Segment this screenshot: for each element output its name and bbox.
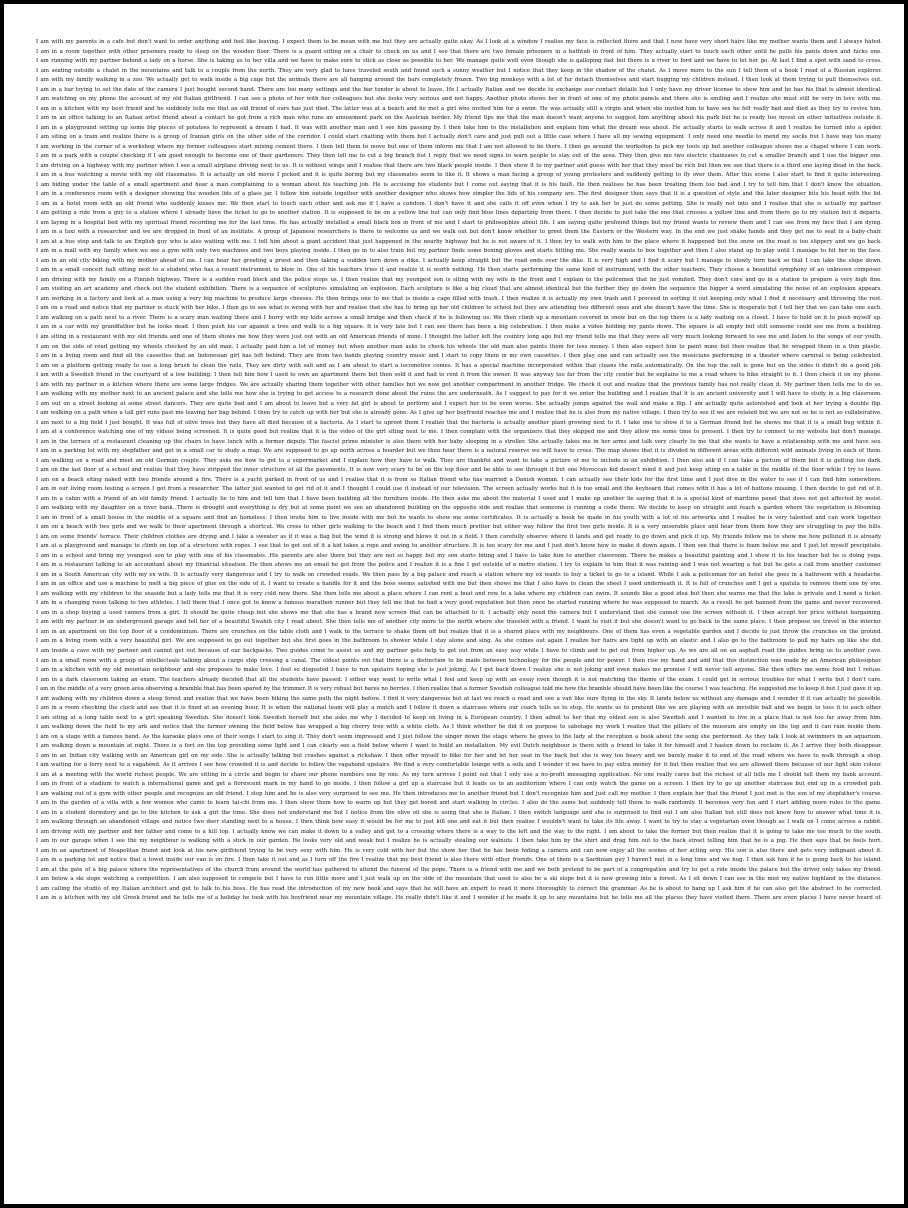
text-line: I am in a hotel room with an old friend who suddenly kisses me. We then start to touch each other and ask me if I have a condom. I don't have it and she calls it off even when I try to ask her to just do some petting. She is really not into and I realise that she is actually my partner. (36, 200, 882, 207)
text-line: I am with my parents in a cafe but don't want to order anything and feel like leaving. I expect them to be mean with me but they are actually quite okay. As I look at a window I realise my face is reflected there and that I now have very short hairs like my mother wants them and I always hated. (36, 39, 882, 45)
text-line: I am in a kitchen with my old mountain neighbour and she proposes to make love. I feel so disgusted I have to run upstairs hoping she is just joking. As I get back down I realize she is not joking and even makes me promise I will never tell anyone. She then offers me some food but I refuse. (36, 667, 882, 674)
text-line: I am in an old city biking with my mother ahead of me. I can hear her greeting a priest and then taking a sudden turn down a dike. I actually keep straight but the road ends over the dike. It is very high and I find it scary but I manage to slowly turn back so that I can take the slope down. (36, 257, 882, 264)
text-line: I am in the garden of a villa with a few women who came to learn tai-chi from me. I then show them how to warm up but they get bored and start walking in circles. I also do the same but suddenly tell them to walk randomly. It becomes very fun and I start adding more rules to the game. (36, 800, 882, 807)
text-line: I am on a stage with a famous band. As the karaoke plays one of their songs I start to sing it. They don't seem impressed and I just follow the singer down the stage where he gives to the lady at the reception a book about the song she performed. As they talk I look at swimmers in an aquarium. (36, 733, 882, 740)
text-line: I am siting on a train and realize there is a group of Iranian girls on the other side of the corridor. I could start chatting with them but I actually don't care and just pull out a little case where I have all my sewing equipment. I only need one needle to mend my socks but I have way too many. (36, 134, 882, 141)
text-line: I am below a ski slope watching a competition. I am also supposed to compete but I have to run little more and I just walk up on the side of the mountain that used to also be a ski slope but it is now growing into a forest. As I sit down I can see in the mist my native highland in the distance. (36, 876, 882, 883)
text-line: I am walking with my mother next to an ancient palace and she tells me how she is trying to get access to a research done about the ruins the are underneath. As I suggest to pay for it we enter the building and I realize that it is an ancient university and I will have to study in a big classroom. (36, 391, 882, 398)
text-line: I am on the side of road getting my wheels checked by an old man. I actually paid him a lot of money but when another man asks to check his wheels the old man also paints them for less money. I then also expect him to paint mine but then realize that he wrapped them in a thin plastic. (36, 343, 882, 350)
text-line: I am in a restaurant talking to an accountant about my financial situation. He then shows me an email he got from the police and I realize it is a fine I got outside of a metro station. I try to explain to him that it was raining and I was not wearing a hat but he gets a call from another customer. (36, 562, 882, 569)
text-line: I am siting at a long table next to a girl speaking Swedish. She doesn't look Swedish herself but she asks me why I decided to keep on living in a European country. I then admit to her that my oldest son is also Swedish and I wanted to live in a place that is not too far away from him. (36, 714, 882, 721)
text-line: I am in a living room and find all the cassettes that an Indonesian girl has left behind. They are from two bands playing country music and I start to copy them in my own cassettes. I then play one and can actually see the musicians performing in a theater where carnival is being celebrated. (36, 353, 882, 360)
text-line: I am walking down a mountain at night. There is a fort on the top providing some light and I can clearly see a field below where I want to build an installation. My evil Dutch neighbour is there with a friend to take it for himself and I hasten down to reclaim it. As I arrive they both disappear. (36, 743, 882, 750)
text-line: I am in a living room with a very beautiful girl. We are supposed to go out together but she first goes in the bathroom to shower while I stay alone and sing. As she comes out again I realize her hairs are tight up with an elastic and I also go to the bathroom to pull my hairs up like she did. (36, 638, 882, 645)
text-line: I am in our living room testing a screen I got from a researcher. The latter just wanted to get rid of it and I thought I could use it instead of our television. The screen actually works but it is too small and the keyboard that comes with it has a lot of buttons missing. I then decide to get rid of it. (36, 486, 882, 493)
text-line: I am in a parking lot and notice that a towel inside our van is on fire. I then take it out and as I turn off the fire I realize that my best friend is also there with other friends. One of them is a Sardinian guy I haven't met in a long time and we hug. I then ask him if he is going back to his island. (36, 857, 882, 864)
text-line: I am on the last floor of a school and realize that they have stripped the inner structure of all the pavements. It is now very scary to be on the top floor and be able to see through it but one Moroccan kid doesn't mind it and just keep siting on a table in the middle of the floor while I try to leave. (36, 467, 882, 474)
text-line: I am in the terrace of a restaurant cleaning up the chairs to have lunch with a former deputy. The fascist prime minister is also there with her baby sleeping in a stroller. She actually takes me in her arms and talk very clearly to me that she wants to have a relationship with me and have sex. (36, 438, 882, 445)
text-line: I am running with my partner behind a lady on a horse. She is taking us to her villa and we have to make sure to stick as close as possible to her. We manage quite well even though she is galloping fast but there is a river to ford and we have to let her go. At last I find a spot with sand to cross. (36, 58, 882, 65)
text-line: I am walking with my children to the seaside but a lady tells me that it is very cold now there. She then tells me about a place where I can rent a boat and row to a lake where my children can swim. It sounds like a good idea but then she warns me that the lake is private and I need a ticket. (36, 590, 882, 597)
text-line: I am visiting an art academy and check out the student exhibition. There is a sequence of sculptures simulating an explosion. Each sculpture is like a big cloud that are almost identical but the further they go down the sequence the bigger a word simulating the noise of an explosion appears. (36, 286, 882, 293)
text-line: I am working in the corner of a workshop where my former colleagues start mixing cement there. I then tell them to move but one of them inform me that I am not allowed to be there. I then go around the workshop to pick my tools up but another colleague shows me a chapel where I can work. (36, 143, 882, 150)
text-line: I am waiting for a ferry next to a vagabond. As it arrives I see how crowded it is and decide to follow the vagabond upstairs. We find a very comfortable lounge with a sofa and I wonder if we have to pay extra money for it but then realize that we are allowed there because of our light skin colour. (36, 762, 882, 769)
text-line: I am at the gate of a big palace where the representatives of the church from around the world has gathered to attend the funeral of the pope. There is a friend with me and we both pretend to be part of a congregation and try to get a ride inside the palace but the driver only takes my friend. (36, 866, 882, 873)
text-line: I am on a beach with two girls and we walk to their apartment through a shortcut. We cross to other girls walking to the beach and I find them much prettier but either way follow the first two girls inside. It is a very miserable place and hear from them how they are struggling to pay the bills. (36, 524, 882, 531)
text-line: I am working in a factory and look at a man using a very big machine to produce large cheeses. He then brings one to me that is inside a cage filled with trash. I then realize it is actually my own trash and I proceed in sorting it out keeping only what I find it necessary and throwing the rest. (36, 295, 882, 302)
document-page (4, 4, 904, 1204)
text-line: I am in a cabin with a friend of an old family friend. I actually lie to him and tell him that I have been building all the furniture inside. He then asks me about the material I used and I make up another lie saying that it is a special kind of maritime panel that does not get affected by moist. (36, 495, 882, 502)
text-line: I am with my partner in an underground garage and tell her of a beautiful Swahili city I read about. She then tells me of another city more to the north where she traveled with a friend. I want to visit it but she doesn't want to go back to the same place. I then propose we travel in the interior. (36, 619, 882, 626)
text-line: I am in a parking lot with my stepfather and get in a small car to study a map. We are supposed to go up north across a boarder but we then hear there is a natural reserve we will have to cross. The map shows that it is divided in different areas with different wild animals living in each of them. (36, 448, 882, 455)
text-line: I am in a shop buying a used camera from a girl. It should be quite cheap but she shows me that she has a brand new screen that can be attached to it. I actually only need the camera but I understand that she cannot use the screen without it. I then accept her price without bargaining. (36, 609, 882, 616)
text-line: I am driving on a highway with my partner when I see a small airplane driving next to us. It is without wings and I realise that there are two black people inside. I then show it to my partner and guess with her that they must be rich but then we see that there is a third one laying dead in the back. (36, 162, 882, 169)
text-line: I am inside a cave with my partner and cannot get out because of our backpacks. Two guides come to assist us and my partner gets help to get out from an easy way while I have to climb and to get out from higher up. As we are all on an asphalt road the guides bring us to another cave. (36, 648, 882, 654)
text-line: I am in the middle of a very green area observing a bramble that has been spared by the trimmer. It is very robust but bares no berries. I then realize that a former Swedish colleague told me how the bramble should have been like the course I was teaching. He suggested me to keep it but I just gave it up. (36, 686, 882, 693)
text-line: I am in an apartment of Neapolitan friend and look at his new girlfriend trying to be very sexy with him. He is very cold with her but the show her that he has been hiding a camera and can now enjoy all the scenes of her acting sexy. His son is also there and gets very indignant about it. (36, 847, 882, 854)
text-line: I am with my partner in a kitchen where there are some large fridges. We are actually sharing them together with other families but we now got another compartment in another fridge. We check it out and realize that the previous family has not really clean it. My partner then tells me to do so. (36, 381, 882, 388)
text-line: I am on a road and notice that my partner is stuck with her bike. I then go to see what is wrong with her and realise that she has to bring up her old children to school but they are attending two different ones and she doesn't have the time. She is desperate but I tell her that we can take one each. (36, 305, 882, 312)
text-line: I am in a student dormitory and go to the kitchen to ask a girl the time. She does not understand me but I notice from the olive oil she is using that she is Italian. I then switch language and she is surprised to find out I am also Italian but still does not know how to answer what time it is. (36, 809, 882, 816)
text-line: I am in a room together with other prisoners ready to sleep on the wooden floor. There is a guard sitting on a chair to check on us and I see that there are two female prisoners in a bathtub in front of him. They actually start to touch each other until he pulls his pants down and fucks one. (36, 48, 882, 55)
text-line: I am in a car with my grandfather but he looks dead. I then push his car against a tree and walk to a big square. It is very late but I can see there has been a big celebration. I then make a video holding my pants down. The square is all empty but still someone could see me from a building. (36, 324, 882, 331)
text-line: I am in a kitchen with my best friend and he suddenly tells me that an old friend of ours has just died. The latter was at a beach and he met a girl who invited him for a swim. He was actually still a virgin and when she invited him to have sex he felt really bad and died as they try to revive him. (36, 105, 882, 112)
text-line: I am in a dark classroom taking an exam. The teachers already decided that all the students have passed. I either way want to write what I feel and keep up with an essay even though it is not matching the theme of the exam. I could get in serious troubles for what I write but I don't care. (36, 676, 882, 683)
text-line: I am in a playground setting up some big pieces of potatoes to represent a dream I had. It was with another man and I see him passing by. I then take him to the installation and explain him what the dream was about. He actually starts to walk across it and I realize he turned into a spider. (36, 124, 882, 131)
text-line: I am with my family walking in a zoo. We actually get to walk inside a big cage but the animals there are all hanging around the bars completely frozen. Two big monkeys with a lot of fur detach themselves and start hugging my children instead. I then look at them trying to pull themselves out. (36, 77, 882, 84)
text-line: I am next to a big field I just bought. It was full of olive trees but they have all died because of a bacteria. As I start to uproot them I realize that the bacteria is actually another plant growing next to it. I take one to show it to a German friend but he shows me that it is a small bug within it. (36, 419, 882, 426)
text-line: I am in a room checking the clock and see that it is fixed at an evening hour. It is when the national team will play a match and I follow it down a staircase where our coach tells us to stop. He wants us to pretend like we are playing with an invisible ball and we begin to toss it to each other. (36, 705, 882, 712)
text-line: I am with a Swedish friend in the courtyard of a low building. I then tell him how I used to own an apartment there but then sold it and had to rent it from the owner. It was anyway too far from the city center but he explains to me a road where to bike straight to it. I then check it on my phone. (36, 372, 882, 379)
text-line: I am in a bar trying to set the date of the camera I just bought second hand. There are too many settings and the bar tender is about to leave. He I actually Italian and we decide to exchange our contact details but I only have my driver license to show him and he has his that is almost identical. (36, 86, 882, 93)
text-line: I am siting in a restaurant with my old friends and one of them shows me how they were just out with an old American friends of mine. I thought the latter left the country long ago but my friend tells me that they were all very much looking forward to see me and listen to the songs of our youth. (36, 333, 882, 340)
text-line: I am in a South American city with my ex wife. It is actually very dangerous and I try to walk on crowded roads. We then pass by a big palace and reach a station where my ex wants to buy a ticket to go to a island. While I ask a policeman for an hotel she goes in a bathroom with a headache. (36, 571, 882, 578)
text-line: I am in our garage when I see the my neighbour is walking with a stick in our garden. He looks very old and weak but I realize he is actually stealing our walnuts. I then take him by the shirt and drag him out to the back street telling him that he is a pig. He then says that he feels hurt. (36, 838, 882, 845)
text-line: I am walking on a path next to a river. There is a scary man waiting there and I hurry with my kids across a small bridge and then check if he is following us. We then climb up a mountain covered in snow but on the top there is a lady waiting on a closet. I have to hold on it to push myself up. (36, 314, 882, 321)
text-line: I am in a mall with my family when we see a gym with only two machines and two boys playing inside. I then go in to also train but my partner finds some boxing gloves and starts hitting me. She really wants to box together and then I also stand up to play until I manage to hit her in the face. (36, 248, 882, 255)
text-line: I am in an office talking to an Italian artist friend about a contact he got from a rich man who runs an amusement park on the Austrian border. My friend tips me that the man doesn't want anyone to suggest him anything about his park but he is ready too invest on other initiatives outside it. (36, 115, 882, 122)
dream-log-text (36, 38, 882, 904)
text-line: I am in an office and use a machine to melt a big piece of glue on the side of it. I want to create a handle for it and the boss seems satisfied with me but then shows me that I also have to clean the sheet I used underneath it. It is full of crunches and I get a spatula to remove them one by one. (36, 581, 882, 588)
text-line: I am at a playground and manage to climb on top of a structure with ropes. I see that to get out of it a kid takes a rope and swing to another structure. It is too scary for me and I just don't know how to make it down again. I then see that there is foam below me and I just let myself precipitate. (36, 543, 882, 550)
text-line: I am on a beach siting naked with two friends around a fire. There is a yacht parked in front of us and I realise that it is from so Italian friend who has married a Danish woman. I can actually see their kids for the first time and I just dive in the water to see if I can find him somewhere. (36, 476, 882, 483)
text-line: I am getting a ride from a guy to a station where I already have the ticket to go to another station. It is supposed to be on a yellow line but can only find blue lines departing from there. I then decide to just take the one that crosses a yellow line and from there go to my station but it departs. (36, 210, 882, 217)
text-line: I am walking through an abandoned village and notice two deer standing next to a house. I then think how easy it would be for me to just kill one and eat it but then realize I wouldn't want to take its life away. I want to try to stay a vegetarian even though as I walk on I come across a rabbit. (36, 819, 882, 826)
text-line: I am in a small room with a group of intellectuals talking about a cargo ship crossing a canal. The oldest points out that there is a distinction to be made between technology for the people and for power. I then rise my hand and add that this distinction was made by an American philosopher. (36, 657, 882, 664)
text-line: I am laying in a hospital bed with my spiritual friend recording me for the last time. He has actually installed a small black box in front of me and I start to philosophize about life. I am saying quite profound things but my friend wants to review them and I can see from my face that I am dying. (36, 219, 882, 226)
text-line: I am watching on my phone the account of my old Italian girlfriend. I can see a photo of her with her colleagues but she looks very serious and not happy. Another photo shows her in front of one of my photo panels and there she is smiling and I realize she must still be very in love with me. (36, 96, 882, 103)
text-line: I am driving with my partner and her father and come to a hill top. I actually know we can make it down to a valley and get to a crossing where there is a way to the left and the way to the right. I am about to take the former but then realize that it is going to take me too much to the south. (36, 828, 882, 835)
text-line: I am on a platform getting ready to use a long brush to clean the rails. They are dirty with salt and as I am about to start a locomotive comes. It has a special machine incorporated within that cleans the rails automatically. On the top the salt is gone but on the sides it didn't do a good job. (36, 362, 882, 369)
text-line: I am at a conference watching one of my videos being screened. It is quite good but realize that it is the video of the girl siting next to me. I then complain with the organizers that they skipped me and they allow me some time to present. I then try to connect to my website but don't manage. (36, 429, 882, 436)
text-line: I am in front of a stadium to watch a international game and get a florescent mark in my hand to go inside. I then follow a girl up a staircase but it leads us to an auditorium where I can only watch the game on a screen. I then try to go up another staircase but end up in a crowded pub. (36, 781, 882, 788)
text-line: I am at a meeting with the world richest people. We are sitting in a circle and begin to share our phone numbers one by one. As my turn arrives I point out that I only use a no-profit messaging application. No one really cares but the richest of all tells me I should tell them my bank account. (36, 771, 882, 778)
text-line: I am in an Indian city walking with an American girl on my side. She is actually talking but crashes against a rickshaw. I then offer myself to bike for her and let her seat in the back but she is way too heavy and we barely make it to end of the road where we have to walk through a shop. (36, 752, 882, 759)
text-line: I am walking out of a gym with other people and recognize an old friend. I stop him and he is also very surprised to see me. He then introduces me to another friend but I don't recognize him and just call my mother. I then explain her that the friend I just met is the son of my stepfather's course. (36, 790, 882, 797)
text-line: I am walking with my daughter on a river bank. There is drought and everything is dry but at some point we see an abandoned building on the opposite side and realize that someone is running a code there. We decide to keep on straight and reach a garden where the vegetation is blooming. (36, 505, 882, 512)
text-line: I am in a park with a couple checking if I am good enough to become one of their gardeners. They then tell me to cut a big branch but I reply that we need signs to warn people to stay out of the area. They then give me two electric chainsaws to cut a smaller branch and I use the bigger one. (36, 153, 882, 160)
text-line: I am seating outside a chalet in the mountains and talk to a couple from the north. They are very glad to have traveled south and found such a sunny weather but I notice that they keep in the shadow of the chalet. As I move more to the sun I tell them of a book I read of a Russian explorer. (36, 67, 882, 74)
text-line: I am on some friends' terrace. Their children clothes are drying and I take a sweater as if it was a flag but the wind it is strong and blows it out in a field. I then carefully observe where it lands and get ready to go down and pick it up. My friends follow me to show me how polluted it is already. (36, 533, 882, 540)
text-line: I am in a changing room talking to two athletes. I tell them that I once got to know a famous marathon runner but they tell me that he had a very good reputation but then once he started running where he was supposed to march. As a result he got banned from the game and never recovered. (36, 600, 882, 607)
text-line: I am in a bus watching a movie with my old classmates. It is actually an old movie I picked and it is quite boring but my classmates seem to like it. It shows a man facing a group of young protesters and suddenly getting to fly over them. After this scene I also start to find it quite interesting. (36, 172, 882, 179)
text-line: I am in front of a small house in the middle of a square and find an homeless. I then invite him to live inside with me but he wants to show me some certificates. It is actually a book he made in his youth with a lot of his artworks and I realise he is very talented and can work together. (36, 514, 882, 521)
text-line: I am in a conference room with a designer showing the wooden lids of a glass jar. I follow him outside together with another designer who shows how simpler the lids of his company are. The first designer then says that it is a question of style and the later designer hits his head with the lid. (36, 191, 882, 198)
text-line: I am driving with my family on a Finnish highway. There is a sudden road block and the police stops us. I then realize that my youngest son is siting with my wife in the front and I explain to the policemen that he just vomited. They don't care and go in a station to prepare a very high fine. (36, 276, 882, 283)
text-line: I am hiding under the table of a small apartment and hear a man complaining to a woman about his teaching job. He is accusing his students but I come out saying that it is his fault. He then realises he has been treating them too bad and I try to tell him that I don't know the situation. (36, 181, 882, 188)
text-line: I am in an apartment on the top floor of a condominium. There are crunches on the table cloth and I walk to the terrace to shake them off but realize that it is a shared place with my neighbours. One of them has even a vegetable garden and I decide to just throw the crunches on the ground. (36, 628, 882, 635)
text-line: I am walking on a road and meet an old German couple. They asks me how to get to a supermarket and I explain how they have to walk. They are thankful and want to take a picture of me to include in an exhibition. I then also ask if I can take a picture of them but it is getting too dark. (36, 457, 882, 464)
text-line: I am in a school and bring my youngest son to play with one of his classmates. His parents are also there but they are not so happy but my son starts biting and I have to take him to another classroom. There he makes a beautiful painting and I show it to his teacher but he is doing yoga. (36, 552, 882, 559)
text-line: I am at a bus stop and talk to an English guy who is also waiting with me. I tell him about a giant accident that just happened in the nearby highway but he is not aware of it. I then try to walk with him to the place where it happened but the snow on the road is too slippery and we go back. (36, 238, 882, 245)
text-line: I am in a small concert hall sitting next to a student who has a round instrument to blow in. One of his teachers tries it and realize it is worth nothing. He then starts performing the same kind of instrument with the other teachers. They choose a beautiful symphony of an unknown composer. (36, 267, 882, 274)
text-line: I am in a taxi with a researcher and we are dropped in front of an institute. A group of Japanese researchers is there to welcome us and we walk out but don't know whether to greet them the Eastern or the Western way. In the end we just shake hands and they get me to seat in a baby-chair. (36, 229, 882, 236)
text-line: I am calling the studio of my Italian architect and get to talk to his boss. He has read the introduction of my new book and says that he will have an expert to read it more thoroughly to correct the grammar. As he is about to hang up I ask him if he can also get the abstract to be corrected. (36, 885, 882, 892)
text-line: I am in a kitchen with my old Greek friend and he tells me of a holiday he took with his boyfriend near my mountain village. He really didn't like it and I wonder if he made it up to any mountains but he tells me all the places they have visited there. There are even places I have never heard of. (36, 895, 882, 902)
text-line: I am walking down the field to my ark and notice that the farmer owning the field below has wrapped a big cherry tree with a white cloth. As I think whether he did it on purpose to sabotage my work I realize that the pillars of the museum are empty on the top and it can rain inside them. (36, 724, 882, 731)
text-line: I am out on a street looking at some street dancers. They are quite bad and I am about to leave but a very fat girl is about to perform and I expect her to be even worse. She actually jumps against the wall and make a flip. I am actually quite astonished and look at her trying a double flip. (36, 400, 882, 407)
text-line: I am walking with my children down a steep forest and realize that we have been hiking the same path the night before. I find it very dangerous but at last we reach a road and see a van like ours flying in the sky. It lands below us without any damage and I wonder if it can actually be possible. (36, 695, 882, 702)
text-line: I am walking on a path when a tall girl runs past me leaving her bag behind. I then try to catch up with her but she is already gone. As I give up her boyfriend reaches me and I realize that he is also from my native village. I then try to see if we are related but we are not so he is not so collaborative. (36, 410, 882, 417)
